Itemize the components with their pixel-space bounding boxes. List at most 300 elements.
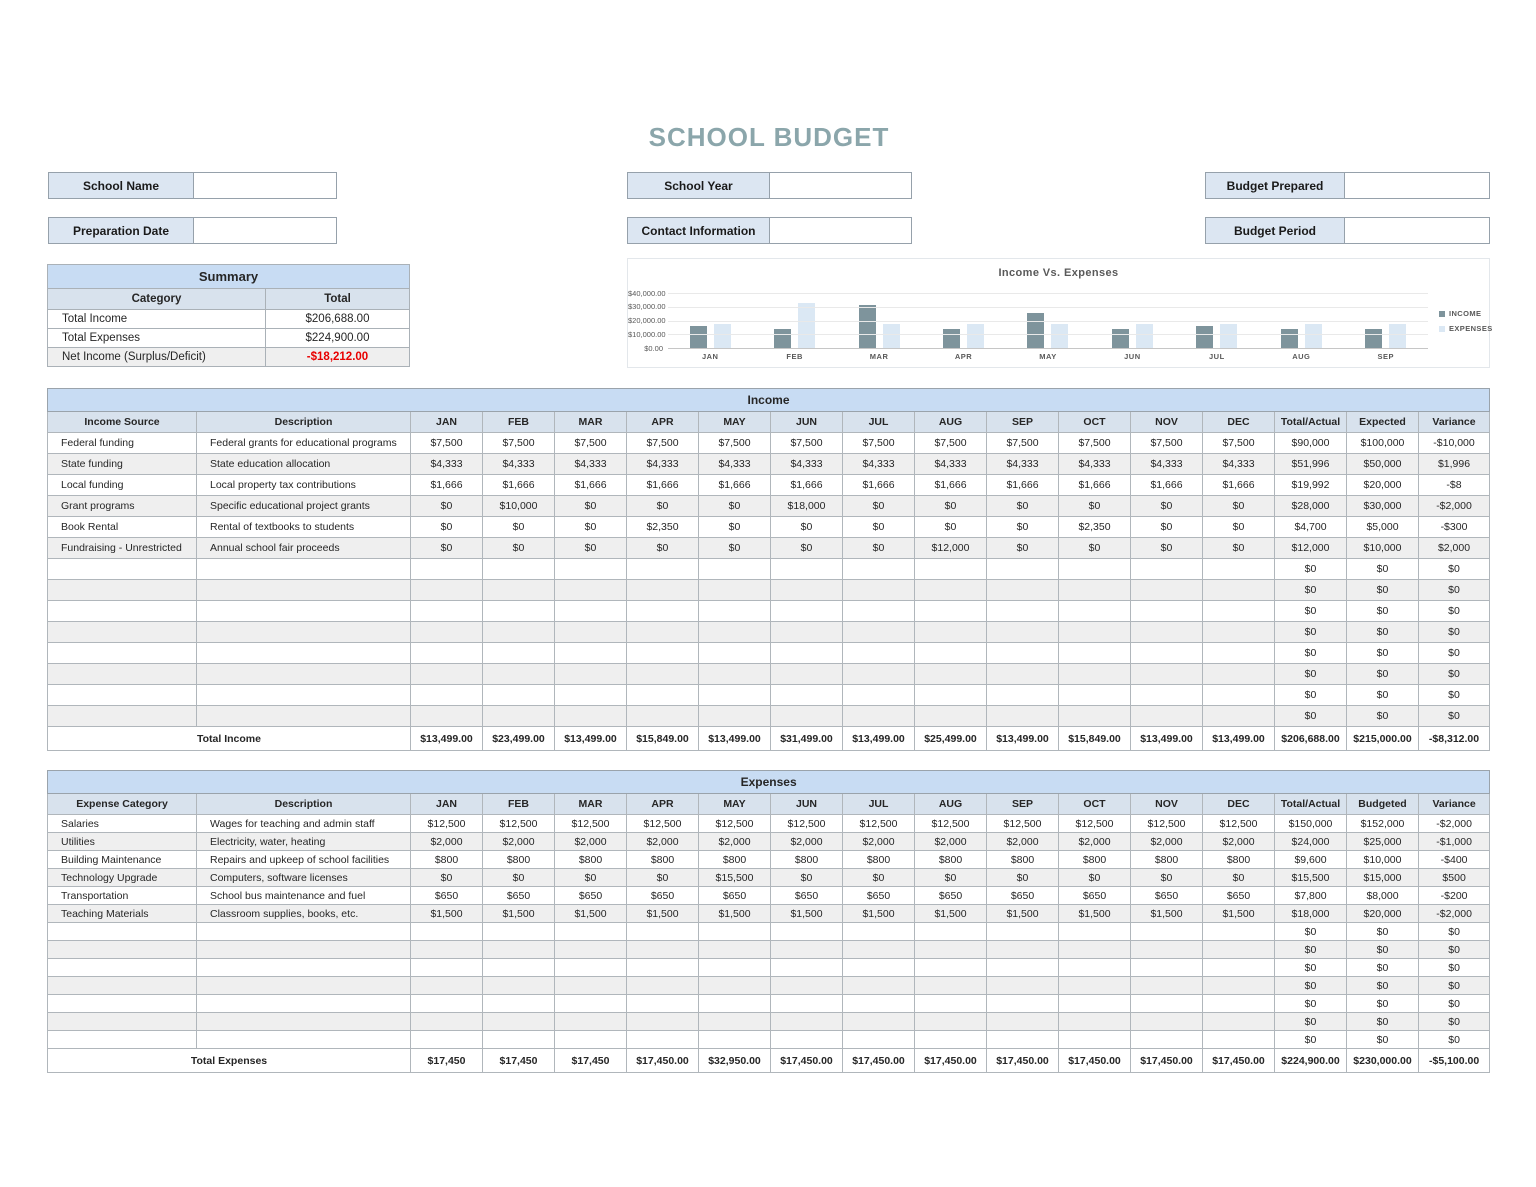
cell[interactable]: $1,500 — [915, 905, 987, 923]
cell[interactable] — [1131, 923, 1203, 941]
cell[interactable]: Teaching Materials — [48, 905, 197, 923]
cell[interactable]: $1,666 — [1059, 475, 1131, 496]
cell[interactable]: Utilities — [48, 833, 197, 851]
cell[interactable] — [987, 580, 1059, 601]
cell[interactable]: $0 — [1131, 869, 1203, 887]
cell[interactable]: $5,000 — [1347, 517, 1419, 538]
cell[interactable]: $0 — [1347, 643, 1419, 664]
cell[interactable]: $800 — [1059, 851, 1131, 869]
cell[interactable]: $100,000 — [1347, 433, 1419, 454]
cell[interactable]: $800 — [843, 851, 915, 869]
cell[interactable]: $25,000 — [1347, 833, 1419, 851]
cell[interactable]: Specific educational project grants — [197, 496, 411, 517]
cell[interactable] — [987, 664, 1059, 685]
cell[interactable]: $7,500 — [915, 433, 987, 454]
cell[interactable]: $0 — [1275, 995, 1347, 1013]
cell[interactable] — [987, 959, 1059, 977]
cell[interactable]: $1,666 — [987, 475, 1059, 496]
cell[interactable]: $1,666 — [915, 475, 987, 496]
cell[interactable]: $800 — [1203, 851, 1275, 869]
cell[interactable]: $0 — [1419, 977, 1490, 995]
cell[interactable] — [1203, 1031, 1275, 1049]
cell[interactable] — [699, 559, 771, 580]
cell[interactable] — [1059, 977, 1131, 995]
cell[interactable] — [771, 706, 843, 727]
cell[interactable] — [1059, 643, 1131, 664]
cell[interactable]: $650 — [915, 887, 987, 905]
cell[interactable]: $0 — [1347, 923, 1419, 941]
cell[interactable]: -$2,000 — [1419, 815, 1490, 833]
cell[interactable]: $12,500 — [627, 815, 699, 833]
cell[interactable] — [48, 643, 197, 664]
cell[interactable]: $90,000 — [1275, 433, 1347, 454]
cell[interactable] — [1131, 1031, 1203, 1049]
cell[interactable] — [843, 706, 915, 727]
cell[interactable]: $0 — [1347, 622, 1419, 643]
cell[interactable]: $12,500 — [915, 815, 987, 833]
cell[interactable] — [843, 923, 915, 941]
cell[interactable] — [411, 622, 483, 643]
cell[interactable]: $7,500 — [699, 433, 771, 454]
cell[interactable] — [555, 559, 627, 580]
cell[interactable]: $0 — [1131, 538, 1203, 559]
cell[interactable]: $0 — [1275, 601, 1347, 622]
cell[interactable] — [627, 580, 699, 601]
budget-prepared-input[interactable] — [1345, 172, 1490, 199]
cell[interactable] — [627, 995, 699, 1013]
cell[interactable] — [1203, 923, 1275, 941]
cell[interactable]: $1,666 — [555, 475, 627, 496]
cell[interactable]: $15,000 — [1347, 869, 1419, 887]
cell[interactable]: $0 — [987, 869, 1059, 887]
cell[interactable] — [1131, 995, 1203, 1013]
cell[interactable] — [843, 941, 915, 959]
cell[interactable]: $0 — [1419, 643, 1490, 664]
cell[interactable]: $0 — [483, 869, 555, 887]
cell[interactable] — [197, 706, 411, 727]
cell[interactable]: $7,800 — [1275, 887, 1347, 905]
cell[interactable] — [197, 664, 411, 685]
cell[interactable]: $0 — [1347, 995, 1419, 1013]
cell[interactable] — [699, 580, 771, 601]
cell[interactable]: $4,333 — [483, 454, 555, 475]
cell[interactable] — [555, 643, 627, 664]
cell[interactable] — [771, 601, 843, 622]
cell[interactable]: $4,333 — [555, 454, 627, 475]
cell[interactable]: $0 — [1275, 959, 1347, 977]
cell[interactable]: $0 — [1275, 1013, 1347, 1031]
cell[interactable] — [1203, 580, 1275, 601]
cell[interactable] — [843, 685, 915, 706]
cell[interactable] — [627, 622, 699, 643]
cell[interactable]: $0 — [699, 517, 771, 538]
cell[interactable] — [1203, 706, 1275, 727]
cell[interactable]: $12,500 — [483, 815, 555, 833]
cell[interactable] — [1059, 622, 1131, 643]
cell[interactable]: $2,350 — [627, 517, 699, 538]
cell[interactable]: -$400 — [1419, 851, 1490, 869]
cell[interactable]: $10,000 — [1347, 538, 1419, 559]
cell[interactable]: $2,000 — [1203, 833, 1275, 851]
cell[interactable] — [1059, 995, 1131, 1013]
cell[interactable] — [197, 580, 411, 601]
cell[interactable]: $51,996 — [1275, 454, 1347, 475]
cell[interactable]: Grant programs — [48, 496, 197, 517]
cell[interactable]: Computers, software licenses — [197, 869, 411, 887]
cell[interactable] — [48, 622, 197, 643]
cell[interactable]: $650 — [627, 887, 699, 905]
cell[interactable] — [197, 559, 411, 580]
cell[interactable]: Electricity, water, heating — [197, 833, 411, 851]
cell[interactable] — [987, 977, 1059, 995]
cell[interactable]: $7,500 — [411, 433, 483, 454]
cell[interactable] — [411, 580, 483, 601]
cell[interactable] — [411, 685, 483, 706]
cell[interactable]: Federal funding — [48, 433, 197, 454]
cell[interactable]: $0 — [1131, 517, 1203, 538]
cell[interactable] — [411, 1013, 483, 1031]
cell[interactable] — [1203, 977, 1275, 995]
cell[interactable] — [771, 664, 843, 685]
cell[interactable] — [843, 664, 915, 685]
cell[interactable]: $2,000 — [627, 833, 699, 851]
cell[interactable]: $0 — [555, 496, 627, 517]
cell[interactable] — [48, 959, 197, 977]
cell[interactable]: $0 — [627, 538, 699, 559]
cell[interactable] — [1131, 622, 1203, 643]
cell[interactable] — [771, 685, 843, 706]
cell[interactable]: $24,000 — [1275, 833, 1347, 851]
cell[interactable]: $19,992 — [1275, 475, 1347, 496]
cell[interactable]: $12,500 — [699, 815, 771, 833]
cell[interactable] — [48, 941, 197, 959]
cell[interactable]: $0 — [411, 538, 483, 559]
cell[interactable]: $0 — [1131, 496, 1203, 517]
cell[interactable]: $12,000 — [915, 538, 987, 559]
cell[interactable]: $15,500 — [699, 869, 771, 887]
cell[interactable]: $0 — [1347, 977, 1419, 995]
cell[interactable] — [197, 995, 411, 1013]
cell[interactable]: $0 — [1419, 601, 1490, 622]
cell[interactable]: $1,500 — [771, 905, 843, 923]
cell[interactable]: Building Maintenance — [48, 851, 197, 869]
cell[interactable]: $2,000 — [699, 833, 771, 851]
cell[interactable]: $800 — [987, 851, 1059, 869]
cell[interactable]: $0 — [555, 538, 627, 559]
cell[interactable]: -$2,000 — [1419, 905, 1490, 923]
cell[interactable] — [915, 1013, 987, 1031]
cell[interactable] — [699, 995, 771, 1013]
cell[interactable]: $0 — [699, 496, 771, 517]
cell[interactable] — [1203, 664, 1275, 685]
cell[interactable] — [483, 941, 555, 959]
cell[interactable]: $650 — [843, 887, 915, 905]
cell[interactable] — [915, 941, 987, 959]
cell[interactable] — [915, 685, 987, 706]
cell[interactable] — [1131, 977, 1203, 995]
cell[interactable]: $0 — [1419, 664, 1490, 685]
cell[interactable]: -$10,000 — [1419, 433, 1490, 454]
cell[interactable] — [627, 977, 699, 995]
cell[interactable]: Transportation — [48, 887, 197, 905]
cell[interactable]: $20,000 — [1347, 475, 1419, 496]
cell[interactable] — [483, 1031, 555, 1049]
cell[interactable]: $0 — [1419, 559, 1490, 580]
cell[interactable]: Salaries — [48, 815, 197, 833]
cell[interactable] — [627, 941, 699, 959]
cell[interactable] — [771, 580, 843, 601]
cell[interactable] — [771, 1013, 843, 1031]
cell[interactable]: $12,000 — [1275, 538, 1347, 559]
cell[interactable] — [411, 664, 483, 685]
cell[interactable] — [483, 664, 555, 685]
cell[interactable]: -$300 — [1419, 517, 1490, 538]
cell[interactable]: $0 — [1275, 923, 1347, 941]
cell[interactable]: $12,500 — [843, 815, 915, 833]
cell[interactable]: $650 — [1131, 887, 1203, 905]
cell[interactable] — [1059, 664, 1131, 685]
cell[interactable] — [555, 923, 627, 941]
cell[interactable]: $0 — [555, 517, 627, 538]
cell[interactable] — [555, 1013, 627, 1031]
cell[interactable]: $4,700 — [1275, 517, 1347, 538]
cell[interactable]: $800 — [483, 851, 555, 869]
cell[interactable] — [48, 1013, 197, 1031]
cell[interactable]: $800 — [627, 851, 699, 869]
cell[interactable]: $0 — [771, 538, 843, 559]
cell[interactable]: -$1,000 — [1419, 833, 1490, 851]
cell[interactable]: $0 — [1203, 869, 1275, 887]
cell[interactable]: $0 — [1347, 706, 1419, 727]
cell[interactable]: $18,000 — [1275, 905, 1347, 923]
cell[interactable]: $12,500 — [771, 815, 843, 833]
cell[interactable] — [1203, 959, 1275, 977]
cell[interactable] — [483, 995, 555, 1013]
cell[interactable] — [987, 923, 1059, 941]
cell[interactable]: $0 — [1275, 1031, 1347, 1049]
cell[interactable] — [483, 643, 555, 664]
cell[interactable] — [48, 601, 197, 622]
cell[interactable]: $0 — [1419, 706, 1490, 727]
cell[interactable]: $0 — [1347, 559, 1419, 580]
cell[interactable]: $0 — [699, 538, 771, 559]
cell[interactable]: $4,333 — [843, 454, 915, 475]
cell[interactable] — [555, 1031, 627, 1049]
cell[interactable]: $0 — [627, 869, 699, 887]
cell[interactable]: $10,000 — [1347, 851, 1419, 869]
cell[interactable] — [915, 580, 987, 601]
cell[interactable]: $4,333 — [699, 454, 771, 475]
cell[interactable] — [771, 995, 843, 1013]
cell[interactable] — [411, 643, 483, 664]
cell[interactable]: $2,000 — [555, 833, 627, 851]
cell[interactable]: -$8 — [1419, 475, 1490, 496]
cell[interactable] — [197, 1013, 411, 1031]
cell[interactable] — [699, 1013, 771, 1031]
cell[interactable] — [483, 959, 555, 977]
cell[interactable]: $0 — [771, 869, 843, 887]
cell[interactable]: $0 — [771, 517, 843, 538]
cell[interactable]: $0 — [1419, 995, 1490, 1013]
cell[interactable]: $0 — [1347, 941, 1419, 959]
cell[interactable]: $2,000 — [771, 833, 843, 851]
cell[interactable] — [48, 1031, 197, 1049]
cell[interactable]: $800 — [555, 851, 627, 869]
cell[interactable] — [915, 601, 987, 622]
cell[interactable]: $0 — [1275, 706, 1347, 727]
cell[interactable] — [1203, 941, 1275, 959]
cell[interactable]: $0 — [1275, 977, 1347, 995]
cell[interactable]: Repairs and upkeep of school facilities — [197, 851, 411, 869]
cell[interactable] — [699, 685, 771, 706]
cell[interactable] — [555, 995, 627, 1013]
cell[interactable]: $0 — [987, 538, 1059, 559]
cell[interactable] — [483, 977, 555, 995]
cell[interactable] — [1059, 601, 1131, 622]
cell[interactable] — [987, 995, 1059, 1013]
cell[interactable] — [771, 1031, 843, 1049]
cell[interactable] — [915, 959, 987, 977]
cell[interactable] — [411, 1031, 483, 1049]
cell[interactable] — [555, 977, 627, 995]
cell[interactable] — [1131, 601, 1203, 622]
cell[interactable] — [483, 923, 555, 941]
cell[interactable] — [555, 706, 627, 727]
cell[interactable]: $20,000 — [1347, 905, 1419, 923]
cell[interactable] — [627, 1013, 699, 1031]
cell[interactable] — [197, 959, 411, 977]
cell[interactable]: $1,500 — [699, 905, 771, 923]
cell[interactable]: $1,666 — [1203, 475, 1275, 496]
cell[interactable] — [987, 1031, 1059, 1049]
cell[interactable] — [48, 995, 197, 1013]
cell[interactable] — [771, 977, 843, 995]
cell[interactable]: Wages for teaching and admin staff — [197, 815, 411, 833]
cell[interactable] — [483, 1013, 555, 1031]
cell[interactable]: $12,500 — [1131, 815, 1203, 833]
cell[interactable]: $2,000 — [987, 833, 1059, 851]
cell[interactable]: $1,500 — [483, 905, 555, 923]
cell[interactable]: $0 — [1203, 538, 1275, 559]
cell[interactable] — [483, 685, 555, 706]
cell[interactable] — [627, 1031, 699, 1049]
cell[interactable]: $0 — [987, 517, 1059, 538]
cell[interactable] — [197, 977, 411, 995]
cell[interactable]: $0 — [915, 517, 987, 538]
cell[interactable] — [843, 1013, 915, 1031]
cell[interactable] — [627, 601, 699, 622]
cell[interactable] — [915, 664, 987, 685]
cell[interactable]: $4,333 — [915, 454, 987, 475]
cell[interactable]: $650 — [1203, 887, 1275, 905]
cell[interactable]: $1,500 — [1131, 905, 1203, 923]
cell[interactable] — [411, 959, 483, 977]
cell[interactable] — [771, 959, 843, 977]
cell[interactable]: $650 — [771, 887, 843, 905]
cell[interactable] — [843, 959, 915, 977]
cell[interactable] — [555, 685, 627, 706]
cell[interactable] — [843, 995, 915, 1013]
cell[interactable] — [843, 977, 915, 995]
cell[interactable]: $650 — [987, 887, 1059, 905]
cell[interactable]: $0 — [915, 869, 987, 887]
cell[interactable]: Local funding — [48, 475, 197, 496]
cell[interactable] — [483, 706, 555, 727]
cell[interactable]: $800 — [771, 851, 843, 869]
cell[interactable]: $18,000 — [771, 496, 843, 517]
cell[interactable]: $1,500 — [1059, 905, 1131, 923]
cell[interactable]: $0 — [411, 496, 483, 517]
cell[interactable]: State funding — [48, 454, 197, 475]
cell[interactable] — [843, 643, 915, 664]
cell[interactable] — [1131, 664, 1203, 685]
cell[interactable] — [1131, 1013, 1203, 1031]
cell[interactable]: $0 — [1275, 941, 1347, 959]
cell[interactable] — [915, 559, 987, 580]
cell[interactable]: $0 — [1419, 622, 1490, 643]
cell[interactable]: $7,500 — [627, 433, 699, 454]
cell[interactable] — [197, 643, 411, 664]
cell[interactable]: $150,000 — [1275, 815, 1347, 833]
cell[interactable]: $2,000 — [1059, 833, 1131, 851]
cell[interactable]: $0 — [843, 496, 915, 517]
cell[interactable]: $0 — [627, 496, 699, 517]
cell[interactable]: $0 — [843, 517, 915, 538]
cell[interactable]: $650 — [483, 887, 555, 905]
cell[interactable]: $0 — [411, 517, 483, 538]
cell[interactable] — [915, 622, 987, 643]
cell[interactable]: $0 — [1275, 685, 1347, 706]
cell[interactable]: $0 — [843, 869, 915, 887]
cell[interactable] — [1203, 1013, 1275, 1031]
cell[interactable] — [627, 685, 699, 706]
cell[interactable]: Local property tax contributions — [197, 475, 411, 496]
cell[interactable] — [915, 977, 987, 995]
cell[interactable] — [987, 559, 1059, 580]
cell[interactable]: $0 — [843, 538, 915, 559]
cell[interactable]: $0 — [1059, 869, 1131, 887]
cell[interactable]: $4,333 — [1131, 454, 1203, 475]
cell[interactable] — [699, 941, 771, 959]
cell[interactable] — [48, 685, 197, 706]
cell[interactable] — [915, 1031, 987, 1049]
cell[interactable] — [699, 664, 771, 685]
cell[interactable] — [555, 941, 627, 959]
cell[interactable] — [987, 601, 1059, 622]
cell[interactable] — [627, 923, 699, 941]
cell[interactable]: $0 — [1347, 959, 1419, 977]
cell[interactable] — [699, 601, 771, 622]
cell[interactable] — [1131, 643, 1203, 664]
cell[interactable]: $0 — [1203, 517, 1275, 538]
cell[interactable]: $1,500 — [1203, 905, 1275, 923]
cell[interactable] — [843, 622, 915, 643]
cell[interactable]: $1,666 — [627, 475, 699, 496]
cell[interactable] — [1059, 685, 1131, 706]
cell[interactable] — [1059, 941, 1131, 959]
cell[interactable] — [915, 923, 987, 941]
cell[interactable] — [1131, 941, 1203, 959]
cell[interactable] — [1131, 685, 1203, 706]
cell[interactable]: $9,600 — [1275, 851, 1347, 869]
cell[interactable]: $0 — [1419, 685, 1490, 706]
cell[interactable]: $1,666 — [771, 475, 843, 496]
cell[interactable]: $4,333 — [411, 454, 483, 475]
cell[interactable] — [1059, 959, 1131, 977]
cell[interactable] — [483, 580, 555, 601]
cell[interactable] — [1131, 559, 1203, 580]
cell[interactable]: $500 — [1419, 869, 1490, 887]
